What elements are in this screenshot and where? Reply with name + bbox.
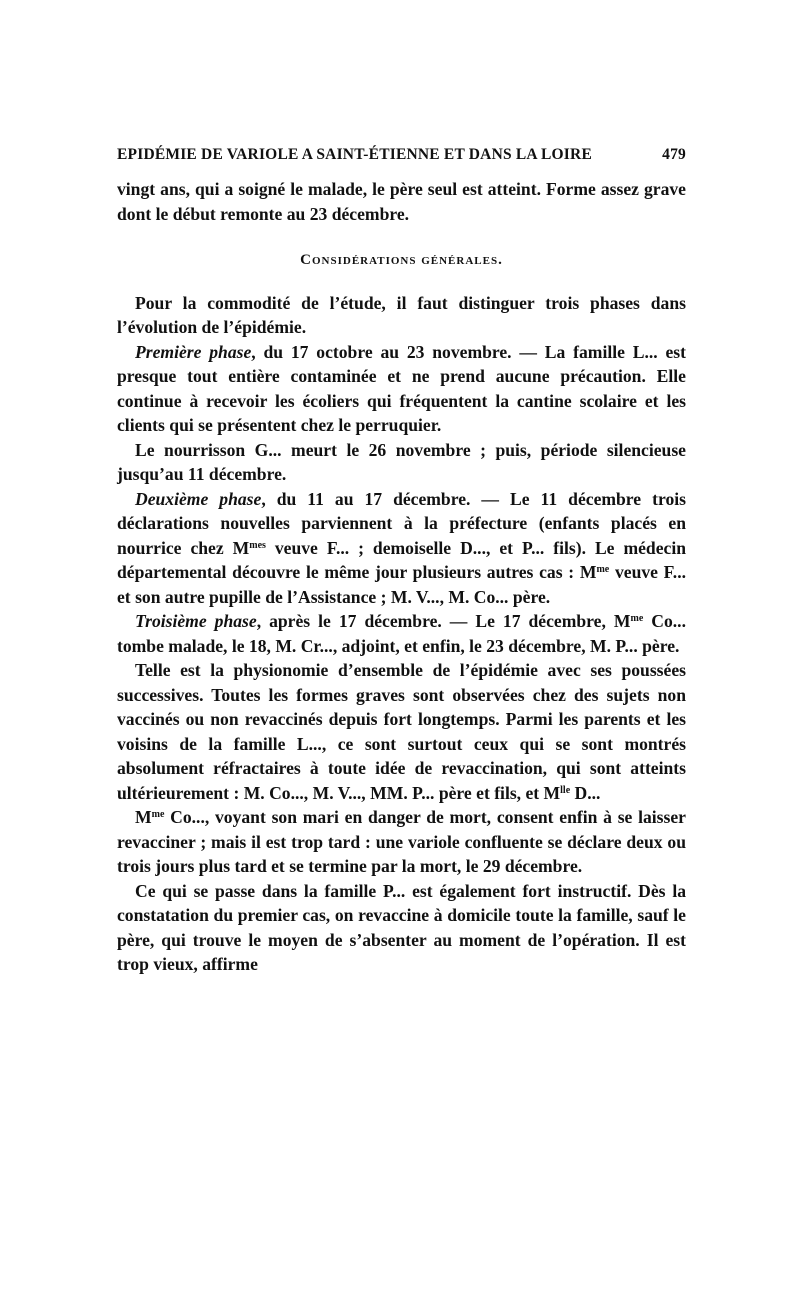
body-text <box>117 177 686 977</box>
phase-1-label: Première phase <box>135 341 252 362</box>
phase-2-sup-a: mes <box>249 539 266 551</box>
mme-co-sup: me <box>151 809 165 820</box>
book-page <box>117 0 686 1304</box>
phase-1-text: , du 17 octobre au 23 novembre. — La famille L... est presque tout entière contaminée et ne prend aucune précaution. Elle continue à recevoir les écoliers qui fréquentent la cantine scolaire et les clients qui se présentent chez le perruquier. <box>117 341 686 435</box>
paragraph-phase-3 <box>117 609 686 658</box>
paragraph-famille-p: Ce qui se passe dans la famille P... est également fort instructif. Dès la constatation du premier cas, on revaccine à domicile toute la famille, sauf le père, qui trouve le moyen de s’absenter au moment de l’opération. Il est trop vieux, affirme <box>117 880 686 974</box>
phase-2-text-b: veuve F... ; demoiselle D..., et P... fils). Le médecin départemental découvre le même jour plusieurs autres cas : M <box>117 537 686 582</box>
opening-paragraph: vingt ans, qui a soigné le malade, le père seul est atteint. Forme assez grave dont le début remonte au 23 décembre. <box>117 179 686 224</box>
phase-3-label: Troisième phase <box>135 611 257 631</box>
phase-2-sup-b: me <box>596 564 610 575</box>
paragraph-phase-2 <box>117 487 686 610</box>
paragraph-intro: Pour la commodité de l’étude, il faut distinguer trois phases dans l’évolution de l’épidémie. <box>117 292 686 337</box>
paragraph-phase-1 <box>117 340 686 438</box>
physionomie-text-a: Telle est la physionomie d’ensemble de l’épidémie avec ses poussées successives. Toutes les formes graves sont observées chez des sujets non vaccinés ou non revaccinés depuis fort longtemps. Parmi les parents et les voisins de la famille L..., ce sont surtout ceux qui se sont montrés absolument réfractaires à toute idée de revaccination, qui sont atteints ultérieurement : M. Co..., M. V..., MM. P... père et fils, et M <box>117 660 686 803</box>
phase-2-text-a: , du 11 au 17 décembre. — Le 11 décembre trois déclarations nouvelles parviennent à la préfecture (enfants placés en nourrice chez M <box>117 488 686 558</box>
mme-co-text-b: Co..., voyant son mari en danger de mort, consent enfin à se laisser revacciner ; mais il est trop tard : une variole confluente se déclare deux ou trois jours plus tard et se termine par la mort, le 29 décembre. <box>117 807 686 876</box>
physionomie-sup: lle <box>560 784 571 796</box>
phase-3-text-a: , après le 17 décembre. — Le 17 décembre, M <box>256 611 631 631</box>
phase-2-text-c: veuve F... et son autre pupille de l’Assistance ; M. V..., M. Co... père. <box>117 562 687 607</box>
running-header <box>117 146 686 164</box>
section-title: Considérations générales. <box>300 252 503 268</box>
phase-3-text-b: Co... tombe malade, le 18, M. Cr..., adjoint, et enfin, le 23 décembre, M. P... père. <box>117 611 686 656</box>
paragraph-physionomie <box>117 658 686 805</box>
physionomie-text-b: D... <box>570 782 601 803</box>
paragraph-nourrisson: Le nourrisson G... meurt le 26 novembre ; puis, période silencieuse jusqu’au 11 décembre. <box>117 439 686 484</box>
page-number: 479 <box>662 146 686 163</box>
running-title: EPIDÉMIE DE VARIOLE A SAINT-ÉTIENNE ET DANS LA LOIRE <box>117 146 592 163</box>
phase-3-sup-a: me <box>630 613 644 624</box>
mme-co-text-a: M <box>135 807 152 827</box>
paragraph-mme-co <box>117 805 686 879</box>
phase-2-label: Deuxième phase <box>135 488 262 509</box>
